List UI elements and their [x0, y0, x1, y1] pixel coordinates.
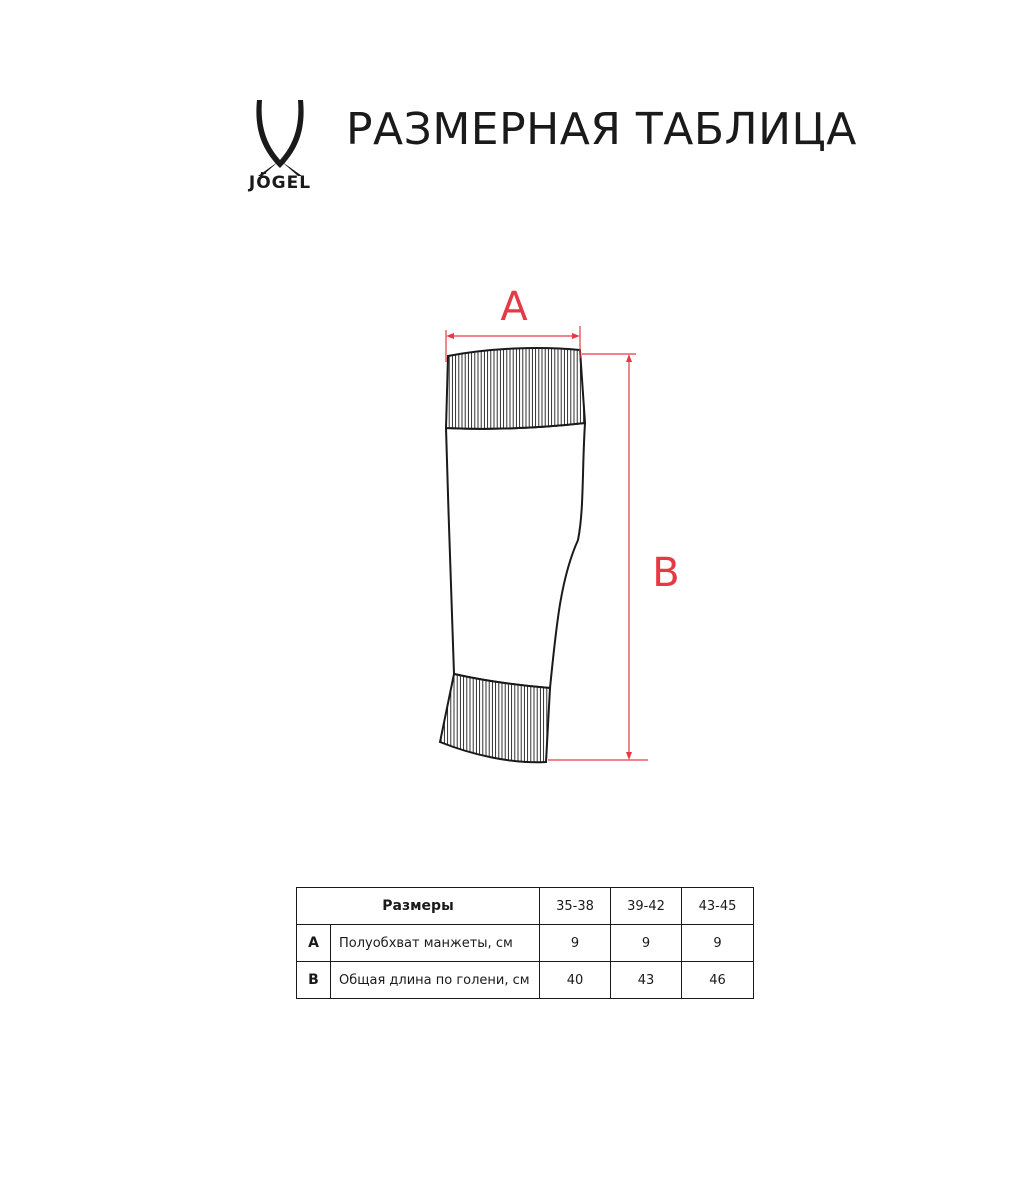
logo-mark — [256, 100, 303, 176]
table-row — [297, 962, 754, 999]
logo-wordmark: JÖGEL — [248, 173, 312, 192]
table-row — [297, 925, 754, 962]
row-key: B — [297, 962, 331, 999]
row-label: Полуобхват манжеты, см — [331, 925, 540, 962]
table-cell: 46 — [682, 962, 754, 999]
dimension-a-label: A — [500, 284, 528, 330]
table-cell: 40 — [540, 962, 611, 999]
row-key: A — [297, 925, 331, 962]
sleeve-body — [446, 423, 585, 688]
table-cell: 9 — [682, 925, 754, 962]
size-header-label: Размеры — [297, 888, 540, 925]
size-table — [296, 887, 754, 999]
table-cell: 43 — [611, 962, 682, 999]
size-header: 43-45 — [682, 888, 754, 925]
brand-logo — [232, 96, 328, 192]
row-label: Общая длина по голени, см — [331, 962, 540, 999]
size-header: 35-38 — [540, 888, 611, 925]
table-header-row — [297, 888, 754, 925]
table-cell: 9 — [540, 925, 611, 962]
product-diagram — [380, 270, 700, 790]
page-title: РАЗМЕРНАЯ ТАБЛИЦА — [346, 104, 857, 155]
bottom-cuff — [440, 674, 550, 762]
size-header: 39-42 — [611, 888, 682, 925]
dimension-b-label: B — [652, 550, 680, 596]
table-cell: 9 — [611, 925, 682, 962]
